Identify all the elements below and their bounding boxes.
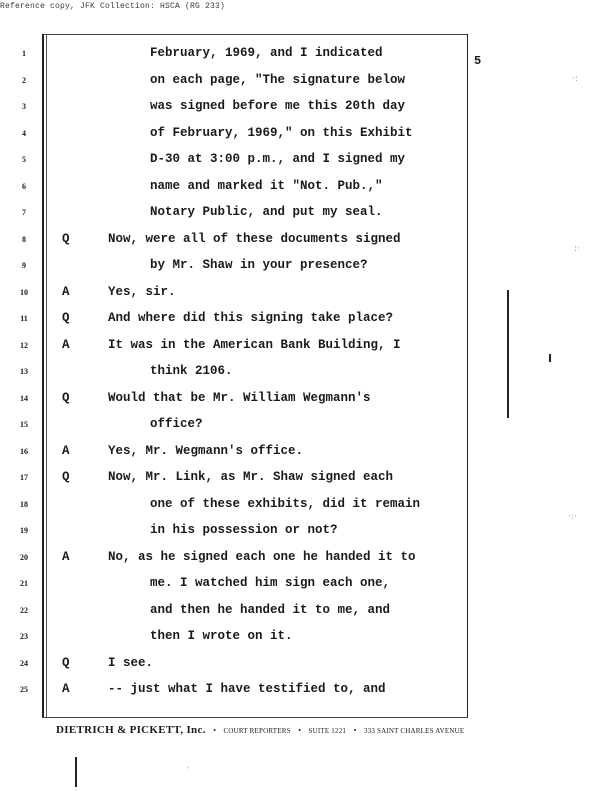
scan-speck: ·:· xyxy=(568,512,577,522)
line-text: -- just what I have testified to, and xyxy=(108,682,386,696)
line-text: of February, 1969," on this Exhibit xyxy=(150,125,413,140)
transcript-line xyxy=(0,338,612,365)
page-number: 5 xyxy=(474,54,482,68)
transcript-line xyxy=(0,470,612,497)
transcript-line xyxy=(0,497,612,524)
margin-mark xyxy=(549,354,551,362)
line-text: in his possession or not? xyxy=(150,523,338,537)
footer-suite: SUITE 1221 xyxy=(308,727,347,735)
frame-top-rule xyxy=(42,34,468,35)
margin-mark xyxy=(507,290,509,418)
line-text: I see. xyxy=(108,655,154,670)
line-number: 23 xyxy=(20,632,28,641)
transcript-line xyxy=(0,285,612,312)
line-number: 17 xyxy=(20,473,28,482)
line-text: then I wrote on it. xyxy=(150,629,293,643)
transcript-line xyxy=(0,682,612,709)
line-number: 3 xyxy=(22,102,26,111)
line-number: 5 xyxy=(22,155,26,164)
line-text: by Mr. Shaw in your presence? xyxy=(150,258,368,272)
line-number: 15 xyxy=(20,420,28,429)
transcript-body xyxy=(0,46,612,709)
speaker-label: Q xyxy=(62,470,70,484)
footer-address: 333 SAINT CHARLES AVENUE xyxy=(363,727,465,735)
speaker-label: A xyxy=(62,284,70,299)
transcript-line xyxy=(0,311,612,338)
transcript-line xyxy=(0,258,612,285)
line-number: 1 xyxy=(22,49,26,58)
line-number: 2 xyxy=(22,75,26,85)
line-number: 9 xyxy=(22,261,26,270)
line-text: D-30 at 3:00 p.m., and I signed my xyxy=(150,152,406,166)
speaker-label: A xyxy=(62,682,70,696)
line-number: 20 xyxy=(20,552,28,562)
transcript-line xyxy=(0,205,612,232)
line-text: Now, Mr. Link, as Mr. Shaw signed each xyxy=(108,470,394,484)
scan-speck: :· xyxy=(574,244,580,254)
line-number: 25 xyxy=(20,685,28,694)
speaker-label: A xyxy=(62,549,70,564)
margin-mark xyxy=(75,757,77,787)
speaker-label: A xyxy=(62,443,70,458)
line-number: 19 xyxy=(20,526,28,535)
transcript-line xyxy=(0,179,612,206)
line-number: 18 xyxy=(20,499,28,509)
transcript-line xyxy=(0,99,612,126)
transcript-line xyxy=(0,364,612,391)
transcript-line xyxy=(0,576,612,603)
line-text: Yes, sir. xyxy=(108,284,176,299)
line-number: 6 xyxy=(22,181,26,191)
line-text: No, as he signed each one he handed it to xyxy=(108,549,416,564)
transcript-line xyxy=(0,550,612,577)
line-text: Now, were all of these documents signed xyxy=(108,231,401,246)
reference-header: Reference copy, JFK Collection: HSCA (RG 233) xyxy=(0,2,226,11)
line-number: 10 xyxy=(20,287,28,297)
speaker-label: Q xyxy=(62,231,70,246)
speaker-label: A xyxy=(62,337,70,352)
line-text: And where did this signing take place? xyxy=(108,311,394,325)
transcript-line xyxy=(0,417,612,444)
line-number: 8 xyxy=(22,234,26,244)
page-footer: DIETRICH & PICKETT, Inc. • COURT REPORTERS • SUITE 1221 • 333 SAINT CHARLES AVENUE xyxy=(56,724,465,736)
line-number: 4 xyxy=(22,128,26,138)
transcript-line xyxy=(0,629,612,656)
transcript-line xyxy=(0,603,612,630)
footer-firm-name: DIETRICH & PICKETT, Inc. xyxy=(56,724,206,736)
transcript-line xyxy=(0,46,612,73)
line-number: 11 xyxy=(20,314,28,323)
line-number: 12 xyxy=(20,340,28,350)
line-text: and then he handed it to me, and xyxy=(150,602,391,617)
line-text: on each page, "The signature below xyxy=(150,72,406,87)
line-text: Would that be Mr. William Wegmann's xyxy=(108,390,371,405)
frame-bottom-rule xyxy=(42,717,468,718)
line-text: one of these exhibits, did it remain xyxy=(150,496,421,511)
transcript-line xyxy=(0,232,612,259)
line-text: me. I watched him sign each one, xyxy=(150,576,391,590)
line-number: 14 xyxy=(20,393,28,403)
line-text: February, 1969, and I indicated xyxy=(150,46,383,60)
speaker-label: Q xyxy=(62,311,70,325)
transcript-line xyxy=(0,656,612,683)
footer-role: COURT REPORTERS xyxy=(223,727,291,735)
speaker-label: Q xyxy=(62,655,70,670)
transcript-line xyxy=(0,73,612,100)
line-number: 7 xyxy=(22,208,26,217)
line-number: 16 xyxy=(20,446,28,456)
line-text: Notary Public, and put my seal. xyxy=(150,205,383,219)
line-text: Yes, Mr. Wegmann's office. xyxy=(108,443,304,458)
line-text: name and marked it "Not. Pub.," xyxy=(150,178,383,193)
line-text: It was in the American Bank Building, I xyxy=(108,337,401,352)
transcript-line xyxy=(0,391,612,418)
scan-speck: ·: xyxy=(572,74,578,84)
line-text: was signed before me this 20th day xyxy=(150,99,406,113)
line-number: 24 xyxy=(20,658,28,668)
line-number: 21 xyxy=(20,579,28,588)
transcript-line xyxy=(0,523,612,550)
transcript-line xyxy=(0,152,612,179)
line-text: think 2106. xyxy=(150,364,233,378)
scan-speck: ` xyxy=(186,767,191,777)
transcript-line xyxy=(0,444,612,471)
speaker-label: Q xyxy=(62,390,70,405)
line-number: 22 xyxy=(20,605,28,615)
line-text: office? xyxy=(150,417,203,431)
line-number: 13 xyxy=(20,367,28,376)
transcript-line xyxy=(0,126,612,153)
